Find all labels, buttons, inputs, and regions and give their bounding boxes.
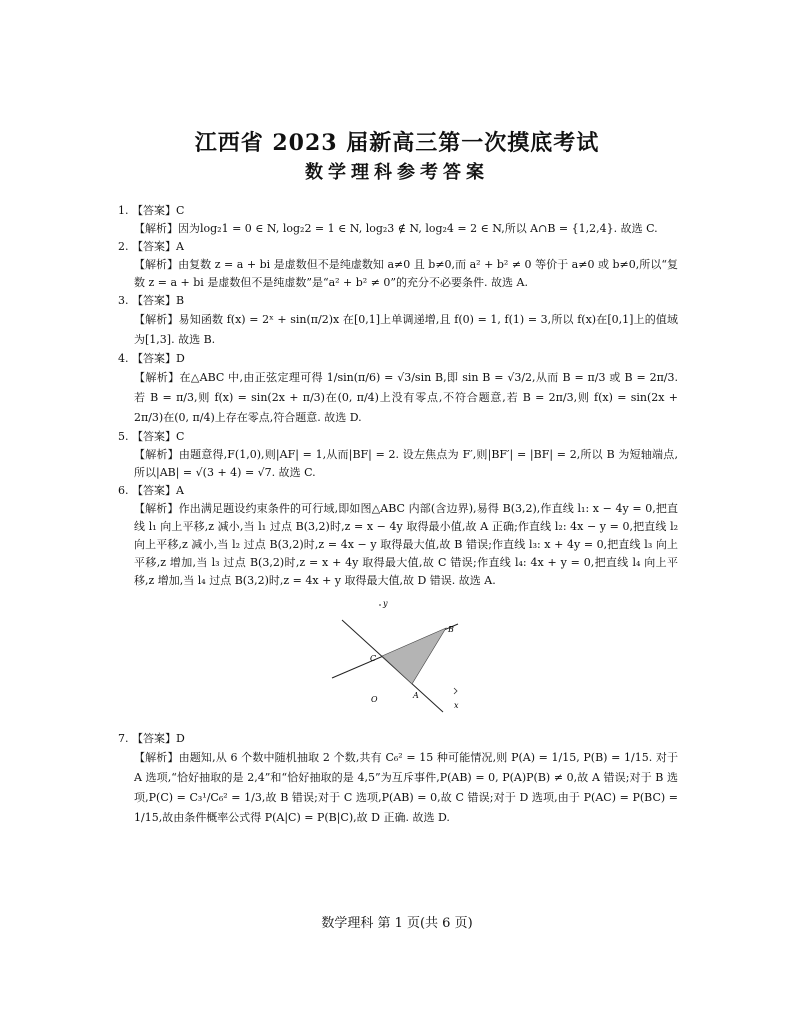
page-title: 江西省 2023 届新高三第一次摸底考试 bbox=[194, 130, 600, 156]
explanation-text: 【解析】作出满足题设约束条件的可行域,即如图△ABC 内部(含边界),易得 B(3,2),作直线 l₁: x − 4y = 0,把直线 l₁ 向上平移,z 减小,当 l₁ 过点 B(3,2)时,z = x − 4y 取得最小值,故 A 正确;作直线 l₂: 4x − y = 0,把直线 l₂ 向上平移,z 减小,当 l₂ 过点 B(3,2)时,z = 4x − y 取得最大值,故 B 错误;作直线 l₃: x + 4y = 0,把直线 l₃ 向上平移,z 增加,当 l₃ 过点 B(3,2)时,z = x + 4y 取得最大值,故 C 错误;作直线 l₄: 4x + y = 0,把直线 l₄ 向上平移,z 增加,当 l₄ 过点 B(3,2)时,z = 4x + y 取得最大值,故 D 错误. 故选 A. bbox=[134, 502, 678, 587]
feasible-region-diagram bbox=[330, 594, 470, 724]
answer-line: 1. 【答案】C bbox=[118, 204, 185, 217]
question-item-1 bbox=[118, 202, 678, 238]
feasible-region-figure bbox=[118, 594, 678, 724]
question-item-3 bbox=[118, 292, 678, 350]
answer-line: 5. 【答案】C bbox=[118, 430, 185, 443]
y-axis-label: y bbox=[383, 599, 388, 608]
answer-line: 4. 【答案】D bbox=[118, 352, 185, 365]
explanation-text: 【解析】易知函数 f(x) = 2ˣ + sin(π/2)x 在[0,1]上单调递增,且 f(0) = 1, f(1) = 3,所以 f(x)在[0,1]上的值域为[1,3]. 故选 B. bbox=[134, 313, 678, 346]
question-item-4 bbox=[118, 350, 678, 428]
answer-line: 2. 【答案】A bbox=[118, 240, 184, 253]
question-item-5 bbox=[118, 428, 678, 482]
origin-label: O bbox=[371, 695, 378, 704]
answer-line: 6. 【答案】A bbox=[118, 484, 184, 497]
point-label-c: C bbox=[370, 654, 377, 663]
question-item-7 bbox=[118, 730, 678, 828]
question-item-6 bbox=[118, 482, 678, 590]
x-axis-arrow bbox=[454, 688, 457, 694]
point-label-b: B bbox=[448, 625, 454, 634]
explanation-text: 【解析】由复数 z = a + bi 是虚数但不是纯虚数知 a≠0 且 b≠0,而 a² + b² ≠ 0 等价于 a≠0 或 b≠0,所以“复数 z = a + bi 是虚数但不是纯虚数”是“a² + b² ≠ 0”的充分不必要条件. 故选 A. bbox=[134, 258, 678, 289]
explanation-text: 【解析】在△ABC 中,由正弦定理可得 1/sin(π/6) = √3/sin B,即 sin B = √3/2,从而 B = π/3 或 B = 2π/3. 若 B = π/3,则 f(x) = sin(2x + π/3)在(0, π/4)上没有零点,不符合题意,若 B = 2π/3,则 f(x) = sin(2x + 2π/3)在(0, π/4)上存在零点,符合题意. 故选 D. bbox=[134, 371, 678, 424]
feasible-region bbox=[382, 628, 446, 684]
explanation-text: 【解析】因为log₂1 = 0 ∈ N, log₂2 = 1 ∈ N, log₂3 ∉ N, log₂4 = 2 ∈ N,所以 A∩B = {1,2,4}. 故选 C. bbox=[134, 222, 658, 235]
answers-body bbox=[118, 202, 678, 828]
x-axis-label: x bbox=[454, 701, 459, 710]
explanation-text: 【解析】由题意得,F(1,0),则|AF| = 1,从而|BF| = 2. 设左焦点为 F′,则|BF′| = |BF| = 2,所以 B 为短轴端点,所以|AB| = √(3 + 4) = √7. 故选 C. bbox=[134, 448, 678, 479]
answer-line: 3. 【答案】B bbox=[118, 294, 185, 307]
point-label-a: A bbox=[413, 691, 419, 700]
question-item-2 bbox=[118, 238, 678, 292]
explanation-text: 【解析】由题知,从 6 个数中随机抽取 2 个数,共有 C₆² = 15 种可能情况,则 P(A) = 1/15, P(B) = 1/15. 对于 A 选项,“恰好抽取的是 2,4”和“恰好抽取的是 4,5”为互斥事件,P(AB) = 0, P(A)P(B) ≠ 0,故 A 错误;对于 B 选项,P(C) = C₃¹/C₆² = 1/3,故 B 错误;对于 C 选项,P(AB) = 0,故 C 错误;对于 D 选项,由于 P(AC) = P(BC) = 1/15,故由条件概率公式得 P(A|C) = P(B|C),故 D 正确. 故选 D. bbox=[134, 751, 678, 824]
answer-line: 7. 【答案】D bbox=[118, 732, 185, 745]
page-footer: 数学理科 第 1 页(共 6 页) bbox=[321, 916, 473, 931]
page-subtitle: 数学理科参考答案 bbox=[305, 162, 489, 183]
